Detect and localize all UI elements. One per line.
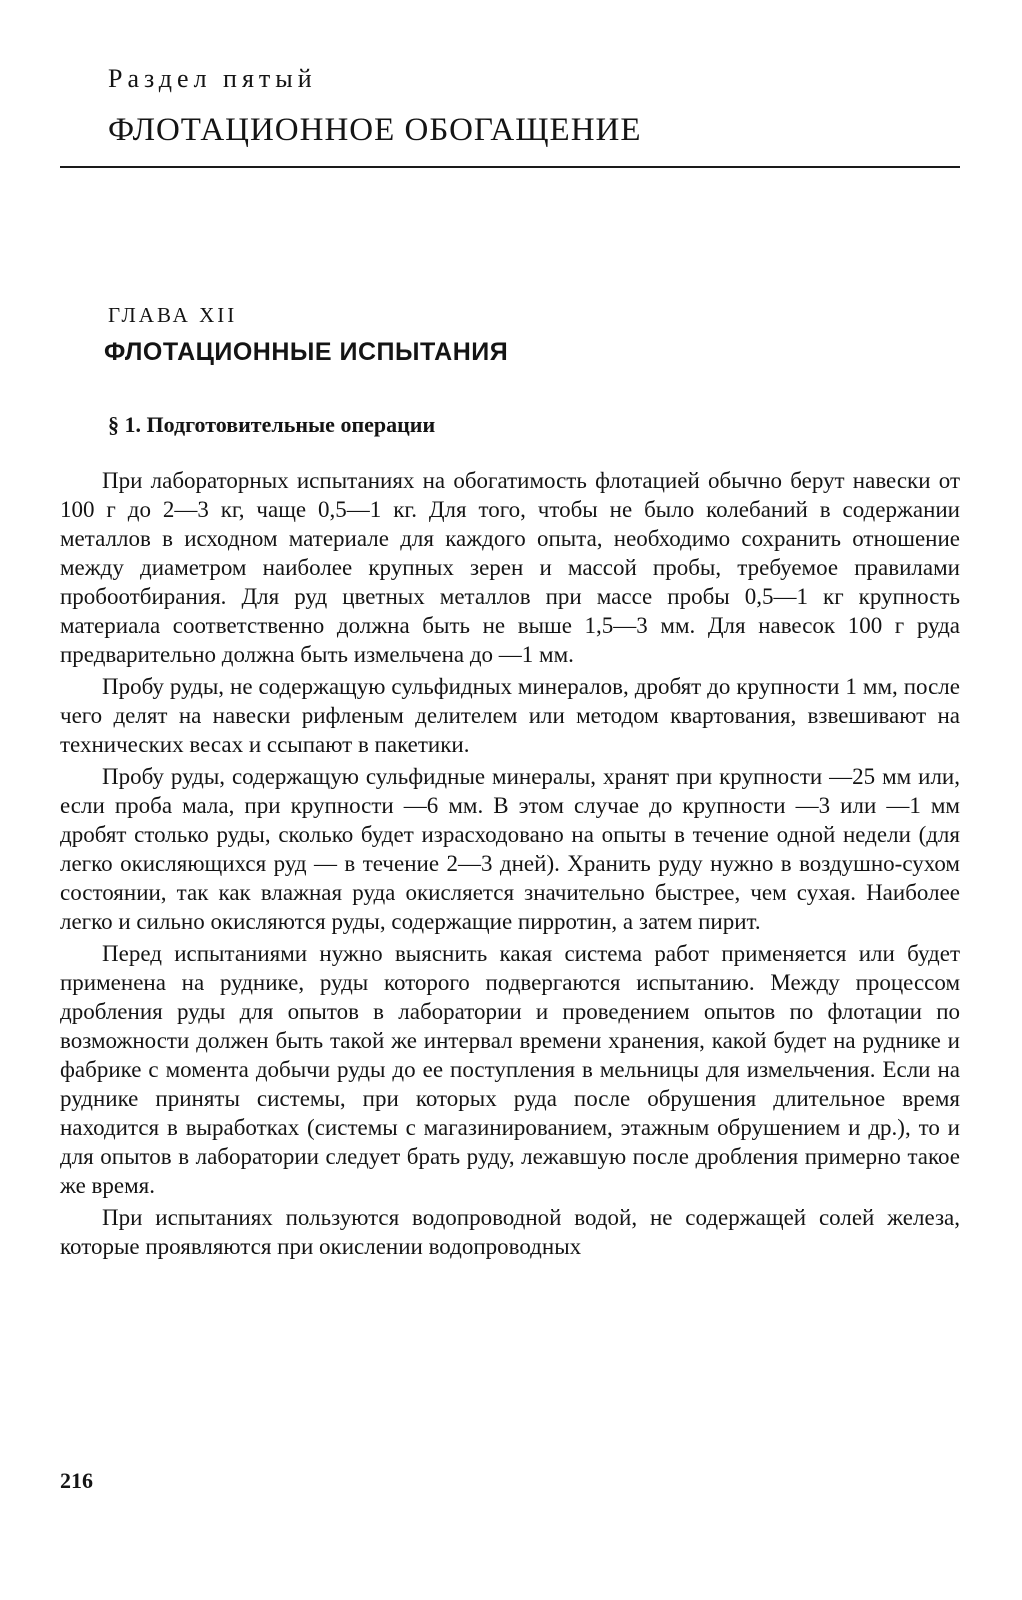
body-text <box>60 466 960 1264</box>
paragraph: При испытаниях пользуются водопроводной водой, не содержащей солей железа, которые проявляются при окислении водопроводных <box>60 1205 960 1259</box>
paragraph: При лабораторных испытаниях на обогатимость флотацией обычно берут навески от 100 г до 2—3 кг, чаще 0,5—1 кг. Для того, чтобы не было колебаний в содержании металлов в исходном материале для каждого опыта, необходимо сохранить отношение между диаметром наиболее крупных зерен и массой пробы, требуемое правилами пробоотбирания. Для руд цветных металлов при массе пробы 0,5—1 кг крупность материала соответственно должна быть не выше 1,5—3 мм. Для навесок 100 г руда предварительно должна быть измельчена до —1 мм. <box>60 468 960 667</box>
section-title: ФЛОТАЦИОННОЕ ОБОГАЩЕНИЕ <box>108 112 642 148</box>
chapter-label: ГЛАВА XII <box>108 303 238 327</box>
chapter-title: ФЛОТАЦИОННЫЕ ИСПЫТАНИЯ <box>104 338 509 366</box>
paragraph: Перед испытаниями нужно выяснить какая система работ применяется или будет применена на руднике, руды которого подвергаются испытанию. Между процессом дробления руды для опытов в лаборатории и проведением опытов по флотации по возможности должен быть такой же интервал времени хранения, какой будет на руднике и фабрике с момента добычи руды до ее поступления в мельницы для измельчения. Если на руднике приняты системы, при которых руда после обрушения длительное время находится в выработках (системы с магазинированием, этажным обрушением и др.), то и для опытов в лаборатории следует брать руду, лежавшую после дробления примерно такое же время. <box>60 941 960 1198</box>
paragraph: Пробу руды, содержащую сульфидные минералы, хранят при крупности —25 мм или, если проба мала, при крупности —6 мм. В этом случае до крупности —3 или —1 мм дробят столько руды, сколько будет израсходовано на опыты в течение одной недели (для легко окисляющихся руд — в течение 2—3 дней). Хранить руду нужно в воздушно-сухом состоянии, так как влажная руда окисляется значительно быстрее, чем сухая. Наиболее легко и сильно окисляются руды, содержащие пирротин, а затем пирит. <box>60 764 960 934</box>
paragraph: Пробу руды, не содержащую сульфидных минералов, дробят до крупности 1 мм, после чего делят на навески рифленым делителем или методом квартования, взвешивают на технических весах и ссыпают в пакетики. <box>60 674 960 757</box>
subsection-title: § 1. Подготовительные операции <box>108 412 436 437</box>
page-number: 216 <box>60 1468 93 1493</box>
section-label: Раздел пятый <box>108 64 317 93</box>
section-divider <box>60 166 960 168</box>
